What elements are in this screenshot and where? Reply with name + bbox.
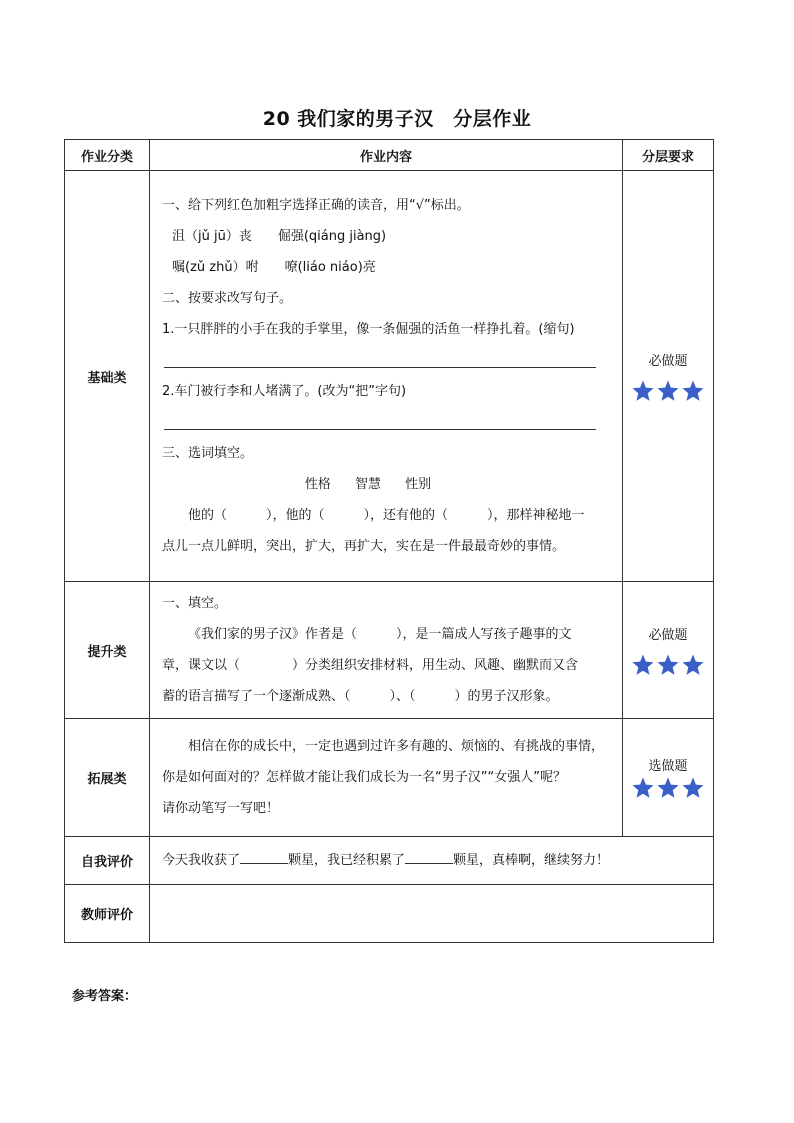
advanced-q-title: 一、填空。 bbox=[162, 596, 228, 611]
requirement-label: 必做题 bbox=[648, 353, 688, 369]
page-title: 20 我们家的男子汉 分层作业 bbox=[262, 108, 532, 130]
star-icon bbox=[656, 379, 680, 403]
extension-text3: 请你动笔写一写吧！ bbox=[162, 801, 280, 816]
blank-stars-total[interactable] bbox=[405, 851, 453, 864]
content-basic bbox=[150, 171, 623, 582]
star-icon bbox=[631, 653, 655, 677]
advanced-q-text2: 章，课文以（ ）分类组织安排材料，用生动、风趣、幽默而又含 bbox=[162, 658, 579, 673]
category-basic: 基础类 bbox=[65, 171, 150, 582]
requirement-advanced bbox=[623, 582, 714, 719]
star-icon bbox=[681, 379, 705, 403]
category-teacher-eval: 教师评价 bbox=[65, 885, 150, 943]
self-eval-part3: 颗星，真棒啊，继续努力！ bbox=[453, 853, 610, 868]
table-row-self-eval bbox=[65, 837, 714, 885]
advanced-q-text1: 《我们家的男子汉》作者是（ ），是一篇成人写孩子趣事的文 bbox=[188, 627, 572, 642]
header-content: 作业内容 bbox=[150, 140, 623, 171]
category-extension: 拓展类 bbox=[65, 719, 150, 837]
star-icon bbox=[681, 653, 705, 677]
star-rating bbox=[623, 653, 713, 677]
header-category: 作业分类 bbox=[65, 140, 150, 171]
word-choice: 性别 bbox=[405, 477, 432, 492]
content-advanced bbox=[150, 582, 623, 719]
word-choice: 性格 bbox=[304, 477, 331, 492]
basic-q1-line2: 嘱(zǔ zhǔ）咐 嘹(liáo niáo)亮 bbox=[172, 260, 376, 275]
answer-line-2[interactable] bbox=[164, 411, 596, 430]
star-icon bbox=[656, 776, 680, 800]
table-row-advanced bbox=[65, 582, 714, 719]
answers-label: 参考答案： bbox=[72, 989, 138, 1004]
requirement-label: 选做题 bbox=[648, 759, 688, 774]
requirement-basic bbox=[623, 171, 714, 582]
extension-text2: 你是如何面对的？怎样做才能让我们成长为一名“男子汉”“女强人”呢？ bbox=[162, 770, 566, 785]
word-choices bbox=[162, 469, 614, 500]
table-header-row bbox=[65, 140, 714, 171]
star-icon bbox=[681, 776, 705, 800]
self-eval-part1: 今天我收获了 bbox=[162, 853, 241, 868]
answer-line-1[interactable] bbox=[164, 349, 596, 368]
blank-stars-today[interactable] bbox=[240, 851, 288, 864]
basic-q1-line1: 沮（jǔ jū）丧 倔强(qiáng jiàng) bbox=[172, 229, 387, 244]
star-rating bbox=[623, 776, 713, 800]
header-requirement: 分层要求 bbox=[623, 140, 714, 171]
table-row-basic bbox=[65, 171, 714, 582]
category-self-eval: 自我评价 bbox=[65, 837, 150, 885]
basic-q2-title: 二、按要求改写句子。 bbox=[162, 291, 293, 306]
basic-q2-item2: 2.车门被行李和人堵满了。(改为“把”字句) bbox=[162, 384, 407, 399]
content-teacher-eval[interactable] bbox=[150, 885, 714, 943]
requirement-label: 必做题 bbox=[648, 627, 688, 643]
star-icon bbox=[631, 776, 655, 800]
star-icon bbox=[631, 379, 655, 403]
table-row-teacher-eval bbox=[65, 885, 714, 943]
basic-q2-item1: 1.一只胖胖的小手在我的手掌里，像一条倔强的活鱼一样挣扎着。(缩句) bbox=[162, 322, 575, 337]
basic-q1-title: 一、给下列红色加粗字选择正确的读音，用“√”标出。 bbox=[162, 198, 470, 213]
content-self-eval bbox=[150, 837, 714, 885]
basic-q3-title: 三、选词填空。 bbox=[162, 446, 254, 461]
star-rating bbox=[623, 379, 713, 403]
homework-table bbox=[64, 139, 714, 943]
extension-text1: 相信在你的成长中，一定也遇到过许多有趣的、烦恼的、有挑战的事情， bbox=[188, 739, 605, 754]
category-advanced: 提升类 bbox=[65, 582, 150, 719]
self-eval-part2: 颗星，我已经积累了 bbox=[288, 853, 406, 868]
content-extension bbox=[150, 719, 623, 837]
advanced-q-text3: 蓄的语言描写了一个逐渐成熟、（ ）、（ ）的男子汉形象。 bbox=[162, 689, 559, 704]
word-choice: 智慧 bbox=[354, 477, 381, 492]
basic-q3-text1: 他的（ ），他的（ ），还有他的（ ），那样神秘地一 bbox=[188, 508, 585, 523]
basic-q3-text2: 点儿一点儿鲜明，突出，扩大，再扩大，实在是一件最最奇妙的事情。 bbox=[162, 539, 566, 554]
requirement-extension bbox=[623, 719, 714, 837]
star-icon bbox=[656, 653, 680, 677]
table-row-extension bbox=[65, 719, 714, 837]
